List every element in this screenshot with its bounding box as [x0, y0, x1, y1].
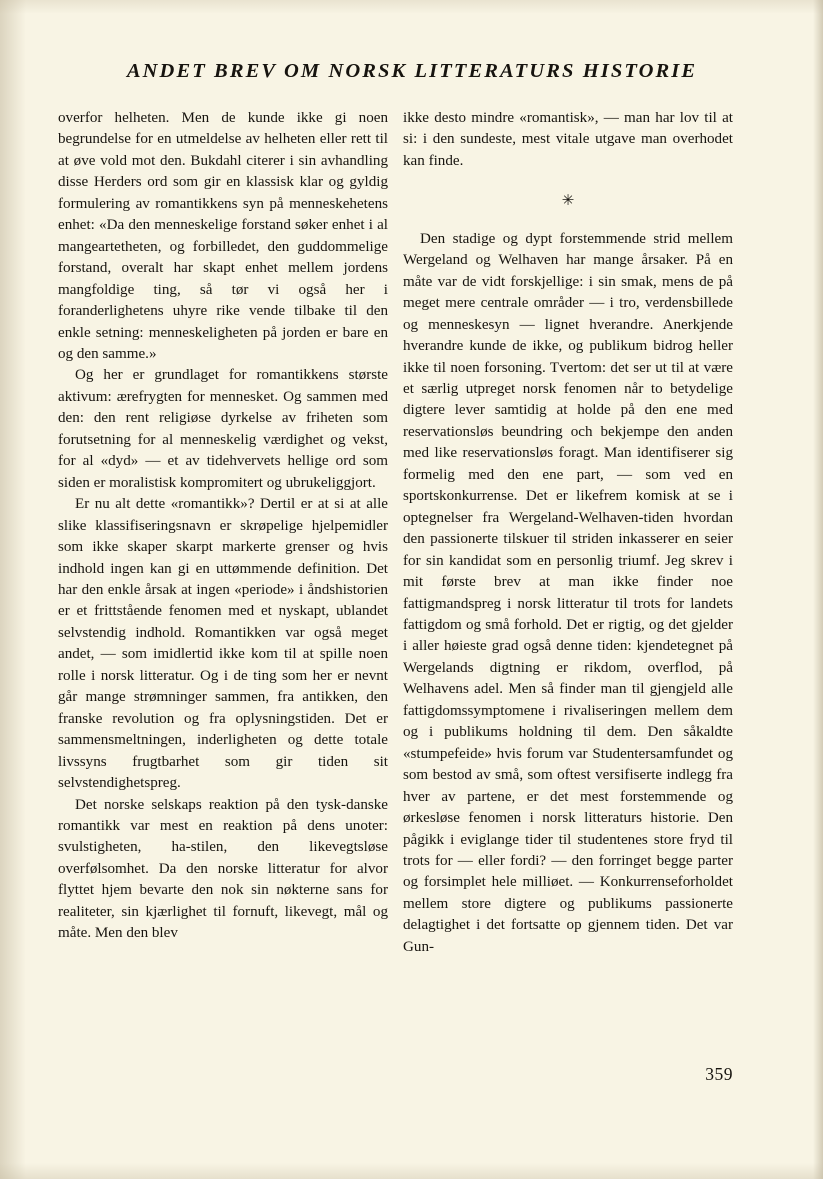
scan-shading-left — [0, 0, 26, 1179]
paragraph: Det norske selskaps reaktion på den tysk-danske romantikk var mest en reaktion på dens unoter: svulstigheten, ha-stilen, den likevegtsløse overfølsomhet. Da den norske litteratur for alvor flyttet hjem bevarte den nok sin nøkterne sans for realiteter, sin kjærlighet til fornuft, likevegt, mål og måte. Men den blev — [58, 796, 388, 942]
paragraph: Er nu alt dette «romantikk»? Dertil er at si at alle slike klassifiseringsnavn er skrøpelige hjelpemidler som ikke skaper skarpt markerte grenser og hvis indhold ingen kan gi en uttømmende definition. Det har den enkle årsak at ingen «periode» i åndshistorien er et frittstående fenomen med et nyskapt, ublandet selvstendig indhold. Romantikken var også meget andet, — som imidlertid ikke kom til at spille noen rolle i norsk litteratur. Og i de ting som her er nevnt går mange strømninger sammen, fra antikken, den franske revolution og fra oplysningstiden. Det er sammensmeltningen, inderligheten og dette totale livssyns frugtbarhet som gir tiden sit selvstendighetspreg. — [58, 496, 388, 792]
paragraph: Den stadige og dypt forstemmende strid mellem Wergeland og Welhaven har mange årsaker. På en måte var de vidt forskjellige: i sin smak, mens de på meget mere centrale områder — i tro, verdensbillede og menneskesyn — lignet hverandre. Anerkjende hverandre kunde de ikke, og publikum bidrog heller ikke til noen forsoning. Tvertom: det ser ut til at være et særlig utpreget norsk fenomen når to betydelige digtere lever samtidig at holde på den ene med reservationsløs beundring och bekjempe den anden med like reservationsløs foragt. Man identifiserer sig formelig med den ene part, — som ved en sportskonkurrense. Det er likefrem komisk at se i optegnelser fra Wergeland-Welhaven-tiden hvordan den passionerte tilskuer til striden inkasserer en seier for sin kandidat som en personlig triumf. Jeg skrev i mit første brev at man ikke finder noe fattigmandspreg i norsk litteratur til trots for landets fattigdom og små forhold. Det er rigtig, og det gjelder i aller høieste grad også denne tiden: kjendetegnet på Wergelands digtning er rikdom, overflod, på Welhavens adel. Men så finder man til gjengjeld alle fattigdomssymptomene i rivaliseringen mellem dem og i publikums holdning til dem. Den såkaldte «stumpefeide» hvis forum var Studentersamfundet og som bestod av små, som oftest versifiserte indlegg fra hver av partene, er det mest forstemmende og ørkesløse fenomen i norsk litteraturs historie. Den pågikk i eviglange tider til studentenes store fryd til trots for — eller fordi? — den forringet begge parter og forsimplet hele milliøet. — Konkurrenseforholdet mellem store digtere og publikums passionerte delagtighet i det fortsatte op gjennem tiden. Det var Gun- — [403, 230, 733, 955]
paragraph: overfor helheten. Men de kunde ikke gi noen begrundelse for en utmeldelse av helheten eller rett til at øve vold mot den. Bukdahl citerer i sin avhandling disse Herders ord som gir en klassisk klar og gyldig formulering av romantikkens syn på menneskehetens enhet: «Da den menneskelige forstand søker enhet i al mangeartetheten, og forbilledet, den guddommelige forstand, overalt har skapt enhet mellem jordens mangfoldige ting, så tør vi også her i foranderlighetens uhyre rike vende tilbake til den enkle setning: menneskeligheten på jorden er bare en og den samme.» — [58, 110, 388, 362]
column-right — [403, 108, 733, 958]
paragraph: ikke desto mindre «romantisk», — man har lov til at si: i den sundeste, mest vitale utgave man overhodet kan finde. — [403, 110, 733, 169]
column-left — [58, 108, 388, 945]
scan-shading-bottom — [0, 1163, 823, 1179]
scan-shading-top — [0, 0, 823, 14]
paragraph: Og her er grundlaget for romantikkens største aktivum: ærefrygten for mennesket. Og sammen med den: den rent religiøse dyrkelse av friheten som forutsetning for al menneskelig værdighet og vekst, for al «dyd» — et av tidehvervets hellige ord som siden er moralistisk kompromitert og ubrukeliggjort. — [58, 367, 388, 491]
scan-shading-right — [813, 0, 823, 1179]
page-number: 359 — [705, 1064, 733, 1084]
asterisk-separator: ✳ — [561, 193, 575, 210]
running-head: ANDET BREV OM NORSK LITTERATURS HISTORIE — [126, 60, 698, 82]
